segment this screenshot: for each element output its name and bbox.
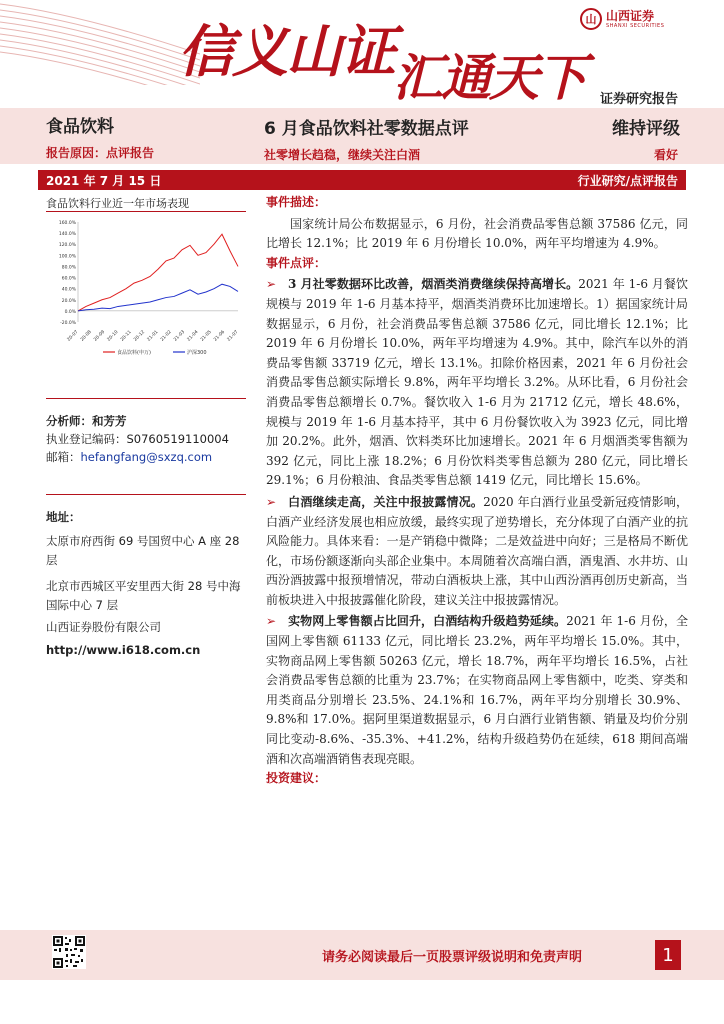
report-subtitle: 社零增长趋稳，继续关注白酒 [264, 148, 421, 162]
address-label: 地址： [46, 510, 81, 524]
analyst-name: 和芳芳 [92, 414, 127, 428]
x-tick-label: 21-06 [213, 329, 227, 343]
advice-heading: 投资建议： [266, 771, 327, 786]
logo-mark-icon: 山 [580, 8, 602, 30]
y-tick-label: 20.0% [61, 298, 76, 304]
bullet-2-text: 2020 年白酒行业虽受新冠疫情影响，白酒产业经济发展也相应放缓，最终实现了逆势增长，充分体现了白酒产业的抗风险能力。具体来看：一是产销稳中微降；二是效益进中向好；三是格局不断优化，市场份额逐渐向头部企业集中。本周随着次高端白酒，酒鬼酒、水井坊、山西汾酒披露中报预增情况，带动白酒板块上涨，其中山西汾酒再创历史新高，当前板块进入中报披露催化阶段，建议关注中报披露情况。 [266, 494, 688, 607]
address-beijing: 北京市西城区平安里西大街 28 号中海国际中心 7 层 [46, 578, 241, 612]
divider [46, 494, 246, 495]
bullet-arrow-icon: ➢ [266, 494, 277, 509]
market-performance-chart [48, 214, 244, 364]
website-link[interactable]: http://www.i618.com.cn [46, 643, 201, 657]
banner-main-slogan: 信义山证 [178, 20, 394, 85]
analyst-row [46, 412, 229, 430]
bullet-1 [266, 275, 688, 491]
bullet-2 [266, 493, 688, 611]
company-name: 山西证券股份有限公司 [46, 619, 161, 634]
page-number: 1 [655, 940, 681, 970]
y-tick-label: 140.0% [58, 232, 76, 238]
bullet-arrow-icon: ➢ [266, 614, 277, 629]
email-row [46, 448, 229, 466]
legend-label: 沪深300 [187, 350, 207, 356]
bullet-3-lead: 实物网上零售额占比回升，白酒结构升级趋势延续。 [288, 614, 567, 629]
x-tick-label: 20-10 [106, 329, 120, 343]
report-type: 证券研究报告 [599, 92, 678, 107]
logo-cn-text: 山西证券 [606, 8, 655, 23]
x-tick-label: 20-12 [133, 329, 147, 343]
x-tick-label: 21-04 [186, 329, 200, 343]
address-block [46, 508, 251, 661]
sector-label: 食品饮料 [46, 117, 114, 137]
bullet-3-text: 2021 年 1-6 月份，全国网上零售额 61133 亿元，同比增长 23.2%，两年平均增长 15.0%。其中，实物商品网上零售额 50263 亿元，增长 18.7%，两年平均增长 16.5%，占社会消费品零售总额的比重为 23.7%；在实物商品网上零售额中，吃类、穿类和用类商品分别增长 23.5%、24.1%和 16.7%，两年平均分别增长 30.9%、9.8%和 17.0%。据阿里渠道数据显示，6 月白酒行业销售额、销量及均价分别同比变动-8.6%、-35.3%、+41.2%，结构升级趋势仍在延续，618 期间高端酒和次高端酒销售表现亮眼。 [266, 614, 688, 766]
bullet-1-text: 2021 年 1-6 月餐饮规模与 2019 年 1-6 月基本持平，烟酒类消费环比加速增长。1）据国家统计局数据显示，6 月份，社会消费品零售总额 37586 亿元，同比增长 12.1%；比 2019 年 6 月份增长 10.0%，两年平均增速为 4.9%。其中，除汽车以外的消费品零售额 33719 亿元，增长 13.1%。扣除价格因素，2021 年 6 月份社会消费品零售总额实际增长 9.8%，两年平均增长 3.2%。从环比看，6 月份社会消费品零售总额增长 0.7%。餐饮收入 1-6 月为 21712 亿元，增长 48.6%，规模与 2019 年 1-6 月基本持平，其中 6 月份餐饮收入为 3923 亿元，同比增加 20.2%。此外，烟酒、饮料类环比加速增长。2021 年 6 月烟酒类零售额为 392 亿元，同比上涨 18.2%；6 月份饮料类零售总额为 280 亿元，同比增长 29.1%；6 月份粮油、食品类零售总额 1419 亿元，同比增长 15.6%。 [266, 277, 689, 488]
report-body [266, 193, 688, 789]
bullet-2-lead: 白酒继续走高，关注中报披露情况。 [288, 494, 484, 509]
y-tick-label: 80.0% [61, 265, 76, 271]
series-line-2 [78, 284, 238, 311]
y-tick-label: 40.0% [61, 287, 76, 293]
x-tick-label: 21-07 [226, 329, 240, 343]
header-decoration-lines [0, 0, 200, 85]
event-paragraph: 国家统计局公布数据显示，6 月份，社会消费品零售总额 37586 亿元，同比增长 12.1%；比 2019 年 6 月份增长 10.0%，两年平均增速为 4.9%。 [266, 216, 688, 251]
bullet-arrow-icon: ➢ [266, 277, 277, 292]
address-taiyuan: 太原市府西街 69 号国贸中心 A 座 28 层 [46, 533, 240, 567]
chart-title: 食品饮料行业近一年市场表现 [46, 197, 189, 210]
x-tick-label: 20-08 [79, 329, 93, 343]
bullet-3 [266, 612, 688, 769]
email-label: 邮箱： [46, 450, 81, 464]
report-reason: 报告原因：点评报告 [46, 146, 155, 160]
email-link[interactable]: hefangfang@sxzq.com [80, 450, 213, 464]
analyst-info [46, 412, 229, 466]
qr-code-icon [52, 935, 86, 969]
event-heading: 事件描述： [266, 195, 327, 209]
rating-label: 维持评级 [612, 119, 680, 139]
y-tick-label: 160.0% [58, 221, 76, 226]
divider [46, 398, 246, 399]
logo-en-text: SHANXI SECURITIES [606, 22, 665, 29]
x-tick-label: 21-01 [146, 329, 160, 343]
y-tick-label: -20.0% [60, 321, 76, 326]
legend-label: 食品饮料(申万) [117, 350, 151, 356]
x-tick-label: 20-07 [66, 329, 80, 343]
license-number: 执业登记编码：S0760519110004 [46, 432, 229, 446]
header-banner [178, 8, 585, 107]
company-logo [580, 8, 664, 30]
report-category: 行业研究/点评报告 [577, 174, 678, 188]
x-tick-label: 20-11 [119, 329, 133, 343]
disclaimer-notice: 请务必阅读最后一页股票评级说明和免责声明 [322, 950, 583, 965]
y-tick-label: 120.0% [58, 243, 76, 249]
y-tick-label: 100.0% [58, 254, 76, 260]
y-tick-label: 0.0% [64, 309, 76, 315]
banner-sub-slogan: 汇通天下 [393, 49, 585, 107]
divider [46, 211, 246, 212]
x-tick-label: 21-02 [159, 329, 173, 343]
report-date: 2021 年 7 月 15 日 [46, 174, 162, 188]
y-tick-label: 60.0% [61, 276, 76, 282]
x-tick-label: 20-09 [93, 329, 107, 343]
rating-view: 看好 [653, 148, 678, 162]
report-title: 6 月食品饮料社零数据点评 [264, 119, 469, 139]
bullet-1-lead: 3 月社零数据环比改善，烟酒类消费继续保持高增长。 [288, 277, 579, 292]
analyst-label: 分析师： [46, 414, 92, 428]
x-tick-label: 21-03 [173, 329, 187, 343]
x-tick-label: 21-05 [199, 329, 213, 343]
comment-heading: 事件点评： [266, 255, 327, 270]
